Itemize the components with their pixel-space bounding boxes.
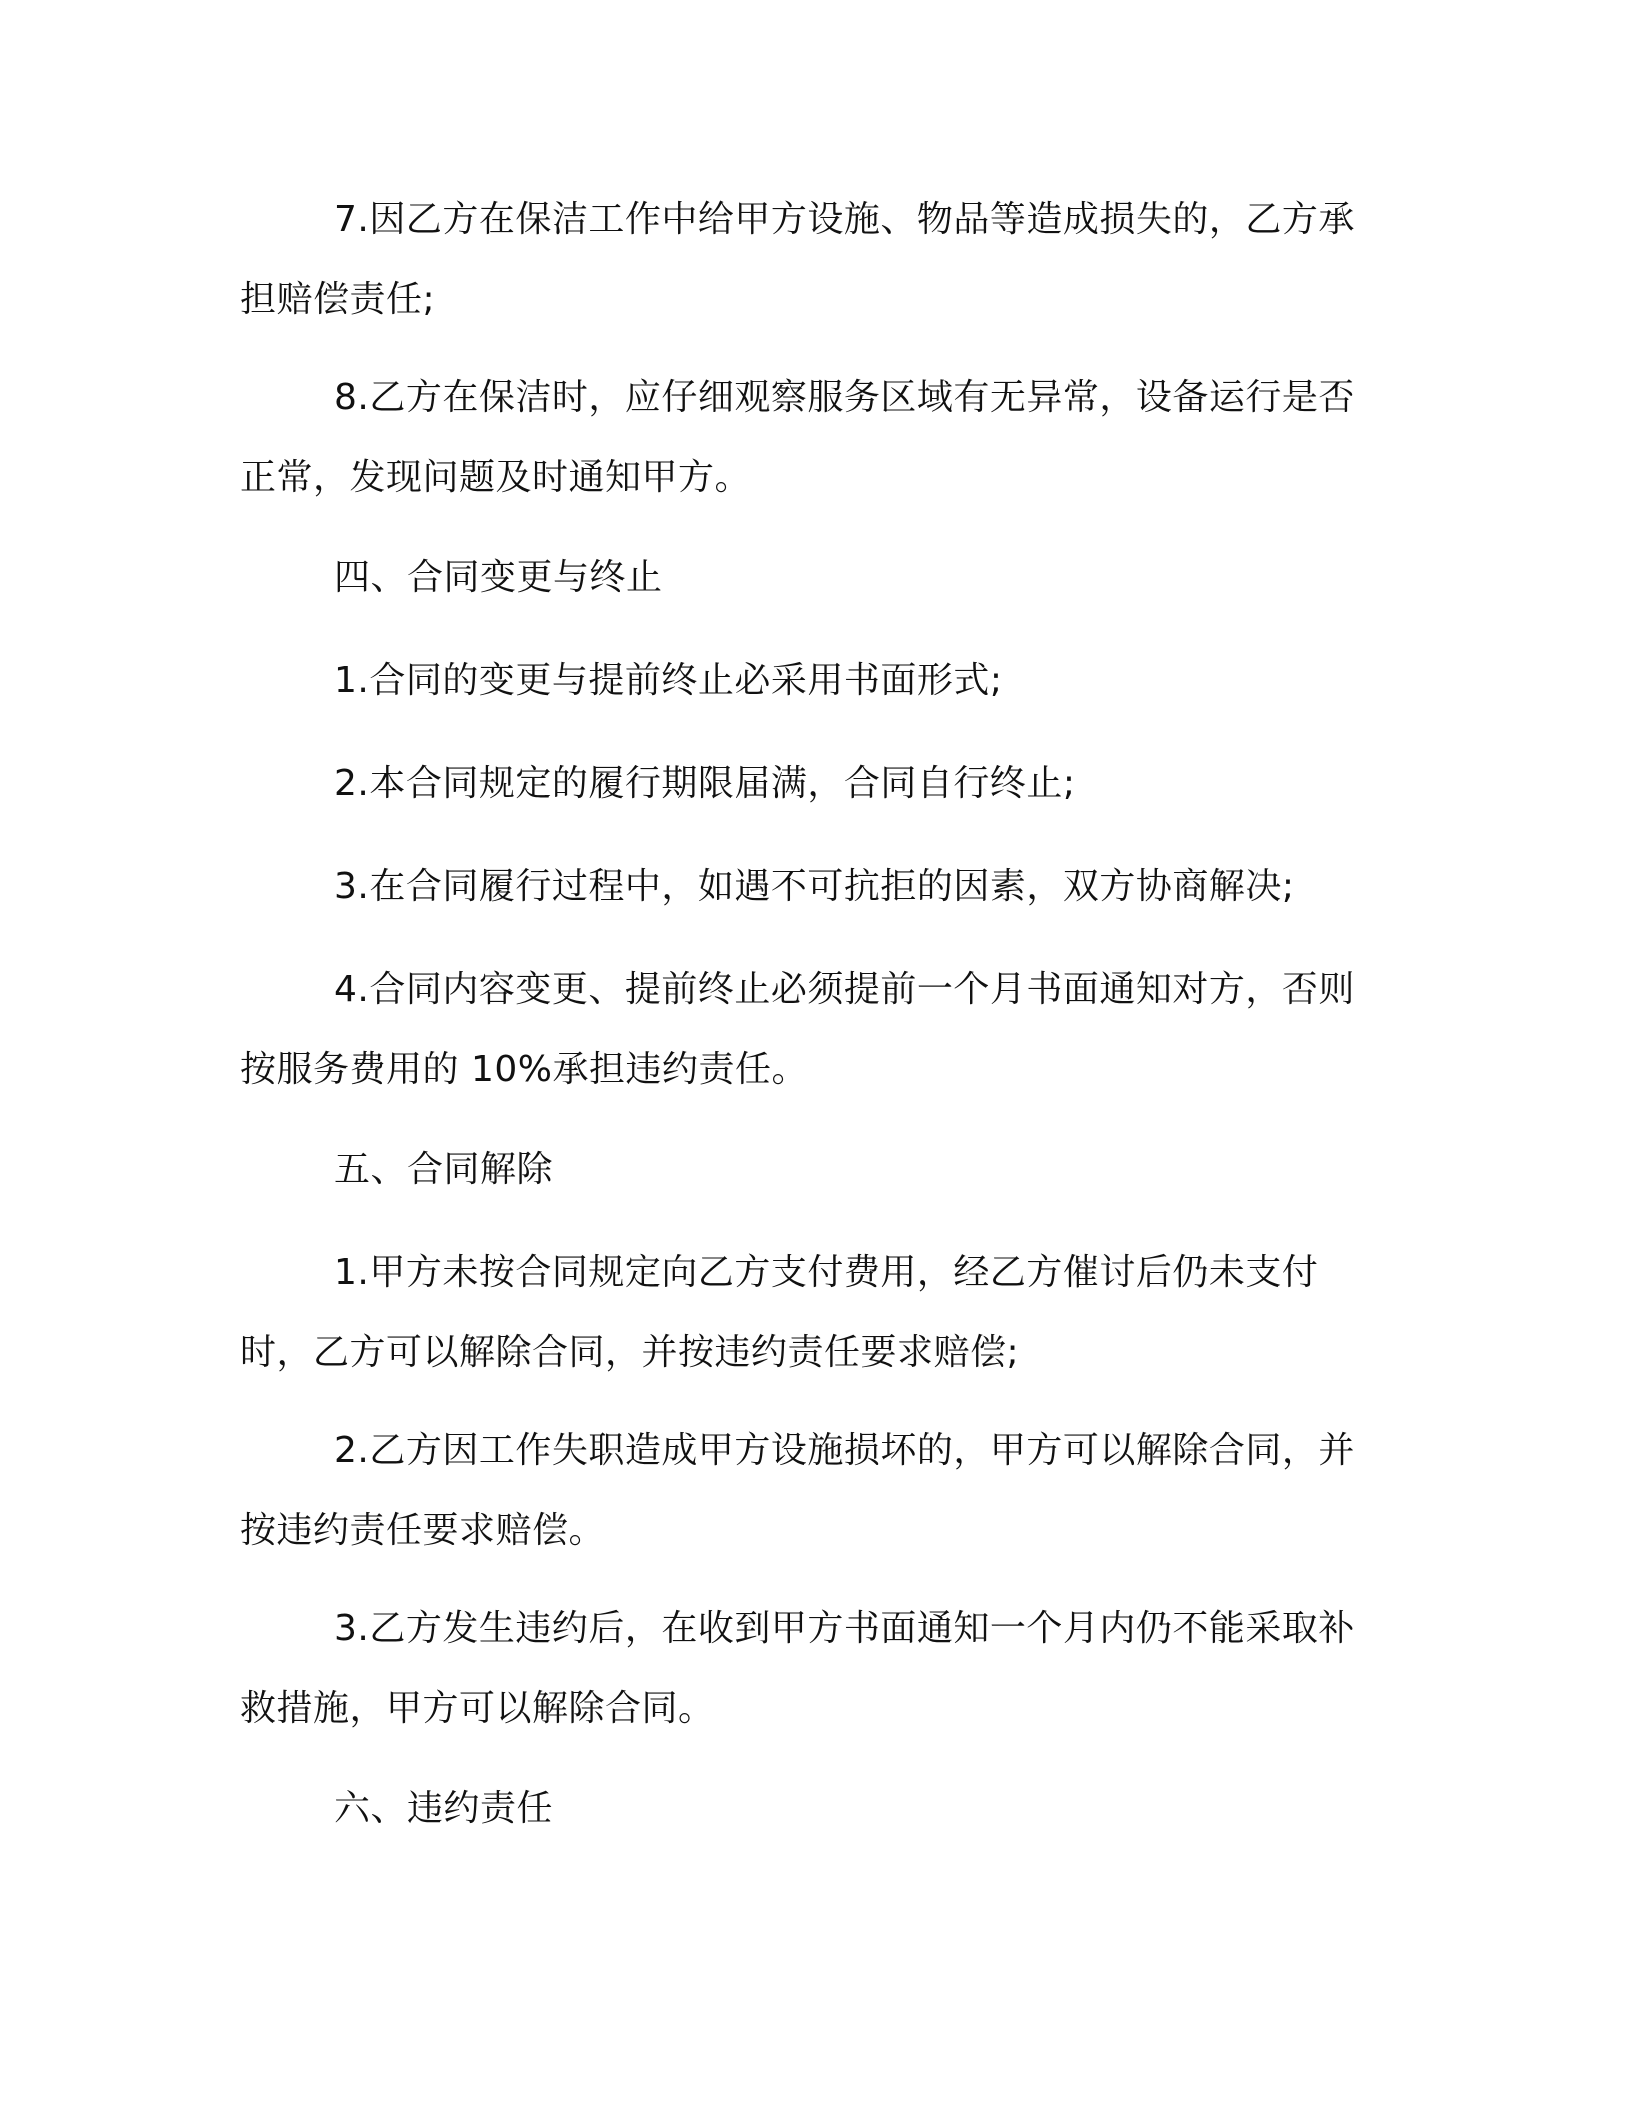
section-heading-4: 四、合同变更与终止 <box>334 557 663 598</box>
clause-7: 7.因乙方在保洁工作中给甲方设施、物品等造成损失的，乙方承担赔偿责任; <box>240 199 1355 320</box>
clause-8: 8.乙方在保洁时，应仔细观察服务区域有无异常，设备运行是否正常，发现问题及时通知甲方。 <box>240 377 1355 498</box>
termination-clause-2: 2.乙方因工作失职造成甲方设施损坏的，甲方可以解除合同，并按违约责任要求赔偿。 <box>240 1430 1355 1551</box>
change-clause-3: 3.在合同履行过程中，如遇不可抗拒的因素，双方协商解决; <box>334 866 1295 907</box>
section-heading-5: 五、合同解除 <box>334 1149 554 1190</box>
change-clause-4: 4.合同内容变更、提前终止必须提前一个月书面通知对方，否则按服务费用的 10%承担违约责任。 <box>240 969 1355 1090</box>
section-heading-6: 六、违约责任 <box>334 1788 554 1829</box>
termination-clause-1: 1.甲方未按合同规定向乙方支付费用，经乙方催讨后仍未支付时，乙方可以解除合同，并按违约责任要求赔偿; <box>240 1252 1319 1373</box>
termination-clause-3: 3.乙方发生违约后，在收到甲方书面通知一个月内仍不能采取补救措施，甲方可以解除合同。 <box>240 1608 1355 1729</box>
change-clause-1: 1.合同的变更与提前终止必采用书面形式; <box>334 660 1003 701</box>
change-clause-2: 2.本合同规定的履行期限届满，合同自行终止; <box>334 763 1076 804</box>
